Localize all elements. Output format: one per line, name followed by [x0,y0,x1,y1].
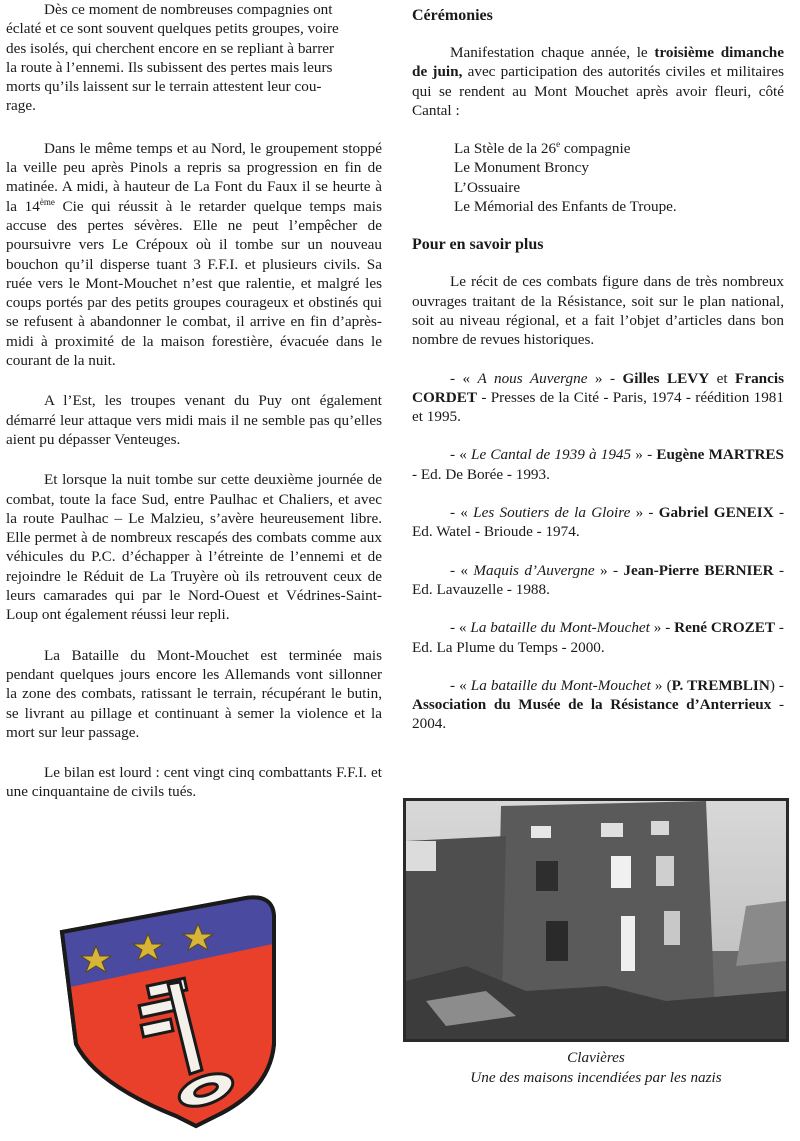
list-item [454,139,784,158]
biblio-entry: - « Le Cantal de 1939 à 1945 » - Eugène MARTRES - Ed. De Borée - 1993. [412,446,784,483]
biblio-entry: - « La bataille du Mont-Mouchet » - René CROZET - Ed. La Plume du Temps - 2000. [412,619,784,656]
biblio-entry: - « Les Soutiers de la Gloire » - Gabriel GENEIX - Ed. Watel - Brioude - 1974. [412,504,784,541]
paragraph-3: A l’Est, les troupes venant du Puy ont également démarré leur attaque vers midi mais il ne semble pas qu’elles aient pu dépasser Venteuges. [6,392,382,448]
book-title: La bataille du Mont-Mouchet [470,676,651,694]
p1-line: rage. [6,97,36,115]
ruined-house-photo [403,798,789,1042]
memorial-list [412,139,784,216]
ceremonies-text-b: avec participation des autorités civiles et militaires qui se rendent au Mont Mouchet après avoir fleuri, côté Cantal : [412,63,785,119]
book-author: Eugène MARTRES [656,446,784,464]
biblio-entry: - « La bataille du Mont-Mouchet » (P. TREMBLIN) - Association du Musée de la Résistance d’Anterrieux - 2004. [412,676,784,733]
paragraph-5: La Bataille du Mont-Mouchet est terminée mais pendant quelques jours encore les Allemands vont sillonner la zone des combats, ratissant le terrain, récupérant le butin, se livrant au pillage et continuant à semer la violence et la mort sur leur passage. [6,646,382,741]
coat-of-arms-shield [56,894,282,1130]
photo-caption [403,1048,789,1088]
list-item-superscript: e [556,139,561,150]
book-author: P. TREMBLIN [671,676,770,694]
photo-illustration [406,801,786,1039]
p1-line: Dès ce moment de nombreuses compagnies ont [44,1,333,18]
biblio-entry: - « Maquis d’Auvergne » - Jean-Pierre BERNIER - Ed. Lavauzelle - 1988. [412,561,785,598]
p2-text-a: Dans le même temps et au Nord, le groupement stoppé la veille peu après Pinols a repris sa progression en fin de matinée. A midi, à hauteur de La Font du Faux il se heurte à la 14 [6,139,382,215]
p1-line: morts qu’ils laissent sur le terrain attestent leur cou- [6,78,322,96]
right-column [412,0,784,734]
book-author: Francis CORDET [412,369,784,406]
p1-line: des isolés, qui cherchent encore en se repliant à barrer [6,39,335,57]
caption-subtitle: Une des maisons incendiées par les nazis [470,1069,722,1086]
book-author: Gilles LEVY [622,369,710,387]
savoir-heading: Pour en savoir plus [412,236,544,254]
paragraph-1 [6,0,382,116]
p1-line: éclaté et ce sont souvent quelques petits groupes, voire [6,20,339,38]
book-title: La bataille du Mont-Mouchet [470,619,650,637]
ceremonies-text-a: Manifestation chaque année, le [450,44,655,61]
book-author: Gabriel GENEIX [658,504,774,522]
book-author: René CROZET [674,619,776,637]
book-title: Les Soutiers de la Gloire [473,504,631,522]
book-title: Maquis d’Auvergne [473,561,595,579]
list-item-text: compagnie [560,140,631,158]
ceremonies-date: troisième dimanche de juin, [412,44,784,81]
book-title: A nous Auvergne [477,369,588,387]
left-column [6,0,382,802]
list-item: L’Ossuaire [454,178,521,196]
book-title: Le Cantal de 1939 à 1945 [471,446,632,464]
list-item: Le Monument Broncy [454,159,589,177]
list-item: Le Mémorial des Enfants de Troupe. [454,198,677,216]
list-item-text: La Stèle de la 26 [454,140,557,158]
ceremonies-heading: Cérémonies [412,7,493,24]
caption-title: Clavières [567,1049,625,1066]
book-author: Jean-Pierre BERNIER [623,561,774,579]
paragraph-4: Et lorsque la nuit tombe sur cette deuxième journée de combat, toute la face Sud, entre Paulhac et Chaliers, et avec la route Paulhac – Le Malzieu, s’avère heureusement libre. Elle permet à de nombreux rescapés des combats comme aux véhicules du P.C. d’échapper à l’étreinte de l’ennemi et de rejoindre le Réduit de La Truyère où ils retrouvent ceux de leurs camarades qui par le Nord-Ouest et Védrines-Saint-Loup ont également réussi leur repli. [6,471,382,624]
book-publisher: Association du Musée de la Résistance d’Anterrieux [412,696,772,714]
p1-line: la route à l’ennemi. Ils subissent des pertes mais leurs [6,58,333,76]
p2-text-b: Cie qui réussit à le retarder quelque temps mais accuse des pertes sévères. Elle ne peut l’empêcher de poursuivre vers Le Crépoux où il tombe sur un nouveau bouchon qu’il disperse tuant 3 F.F.I. et plusieurs civils. Sa ruée vers le Mont-Mouchet n’est que ralentie, et malgré les coups portés par des petits groupes courageux et obstinés qui se refusent à abandonner le combat, il arrive en fin d’après-midi à proximité de la maison forestière, évacuée dans le courant de la nuit. [6,197,382,370]
biblio-entry: - « A nous Auvergne » - Gilles LEVY et Francis CORDET - Presses de la Cité - Paris, 1974 - réédition 1981 et 1995. [412,369,784,426]
p2-superscript: ème [39,196,55,207]
savoir-paragraph: Le récit de ces combats figure dans de très nombreux ouvrages traitant de la Résistance, soit sur le plan national, soit au niveau régional, et a fait l’objet d’articles dans bon nombre de revues historiques. [412,273,784,349]
ceremonies-paragraph [412,43,784,120]
paragraph-2 [6,139,382,371]
paragraph-6: Le bilan est lourd : cent vingt cinq combattants F.F.I. et une cinquantaine de civils tués. [6,764,382,801]
